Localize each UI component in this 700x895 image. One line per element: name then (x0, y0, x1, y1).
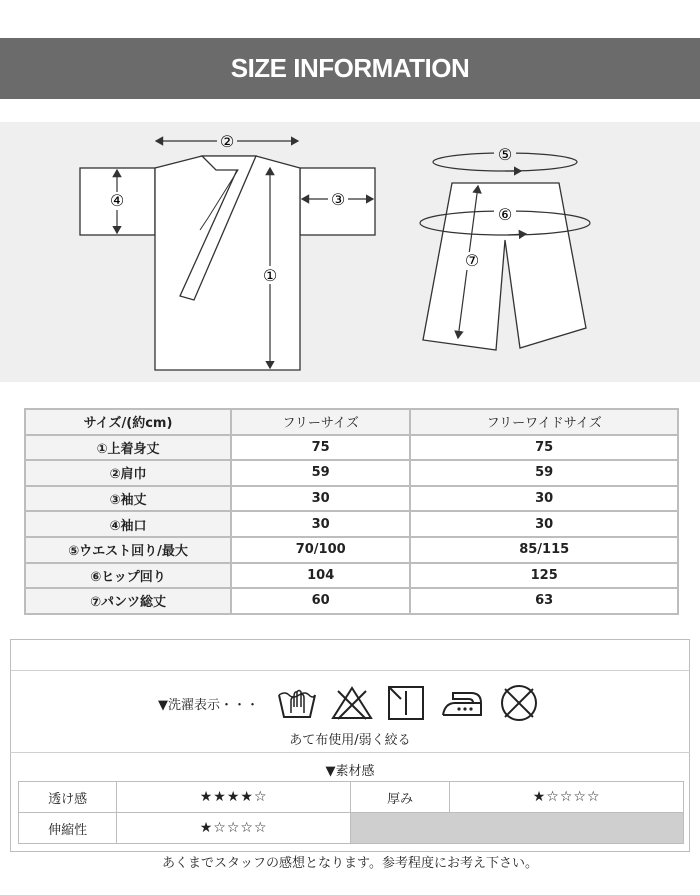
hang-dry-icon (387, 685, 425, 721)
table-row (25, 435, 678, 461)
iron-low-icon (439, 685, 485, 721)
care-section-header (10, 639, 690, 671)
table-row (25, 511, 678, 537)
row-label: ⑥ヒップ回り (25, 563, 231, 589)
table-row (25, 486, 678, 512)
row-value: 30 (410, 486, 678, 512)
row-label: ③袖丈 (25, 486, 231, 512)
stretch-label: 伸縮性 (19, 813, 117, 844)
row-value: 30 (231, 486, 410, 512)
label-7: ⑦ (464, 251, 480, 270)
thickness-label: 厚み (350, 782, 449, 813)
table-row (19, 813, 684, 844)
garment-diagram (0, 122, 700, 382)
row-label: ①上着身丈 (25, 435, 231, 461)
header-cell: サイズ/(約cm) (25, 409, 231, 435)
row-value: 30 (410, 511, 678, 537)
label-4: ④ (109, 191, 125, 210)
label-2: ② (219, 132, 235, 151)
row-value: 59 (231, 460, 410, 486)
table-row (25, 537, 678, 563)
material-title: ▼素材感 (325, 764, 375, 779)
banner-title: SIZE INFORMATION (230, 53, 470, 83)
row-value: 85/115 (410, 537, 678, 563)
garment-diagram-svg (0, 122, 700, 382)
stretch-rating: ★☆☆☆☆ (117, 813, 351, 844)
label-5: ⑤ (497, 145, 513, 164)
sheerness-rating: ★★★★☆ (117, 782, 351, 813)
row-value: 63 (410, 588, 678, 614)
care-symbols-row (158, 683, 539, 723)
thickness-rating: ★☆☆☆☆ (450, 782, 684, 813)
care-note: あて布使用/弱く絞る (289, 733, 411, 748)
label-3: ③ (330, 190, 346, 209)
size-information-banner (0, 38, 700, 99)
table-row (25, 588, 678, 614)
header-cell: フリーサイズ (231, 409, 410, 435)
row-value: 75 (410, 435, 678, 461)
label-1: ① (262, 266, 278, 285)
row-value: 60 (231, 588, 410, 614)
header-cell: フリーワイドサイズ (410, 409, 678, 435)
care-label: ▼洗濯表示・・・ (158, 697, 259, 713)
size-table (24, 408, 679, 615)
row-label: ④袖口 (25, 511, 231, 537)
no-bleach-icon (331, 685, 373, 721)
divider (10, 752, 690, 753)
hand-wash-icon (277, 685, 317, 721)
sheerness-label: 透け感 (19, 782, 117, 813)
no-dry-clean-icon (499, 683, 539, 723)
row-value: 30 (231, 511, 410, 537)
row-value: 75 (231, 435, 410, 461)
table-row (25, 563, 678, 589)
row-label: ②肩巾 (25, 460, 231, 486)
row-label: ⑦パンツ総丈 (25, 588, 231, 614)
row-value: 125 (410, 563, 678, 589)
table-row (19, 782, 684, 813)
empty-cell (350, 813, 683, 844)
jacket-outline (80, 156, 375, 370)
label-6: ⑥ (497, 205, 513, 224)
row-label: ⑤ウエスト回り/最大 (25, 537, 231, 563)
footnote: あくまでスタッフの感想となります。参考程度にお考え下さい。 (162, 856, 538, 871)
size-table-header (25, 409, 678, 435)
row-value: 70/100 (231, 537, 410, 563)
material-table (18, 781, 684, 844)
table-row (25, 460, 678, 486)
row-value: 104 (231, 563, 410, 589)
row-value: 59 (410, 460, 678, 486)
